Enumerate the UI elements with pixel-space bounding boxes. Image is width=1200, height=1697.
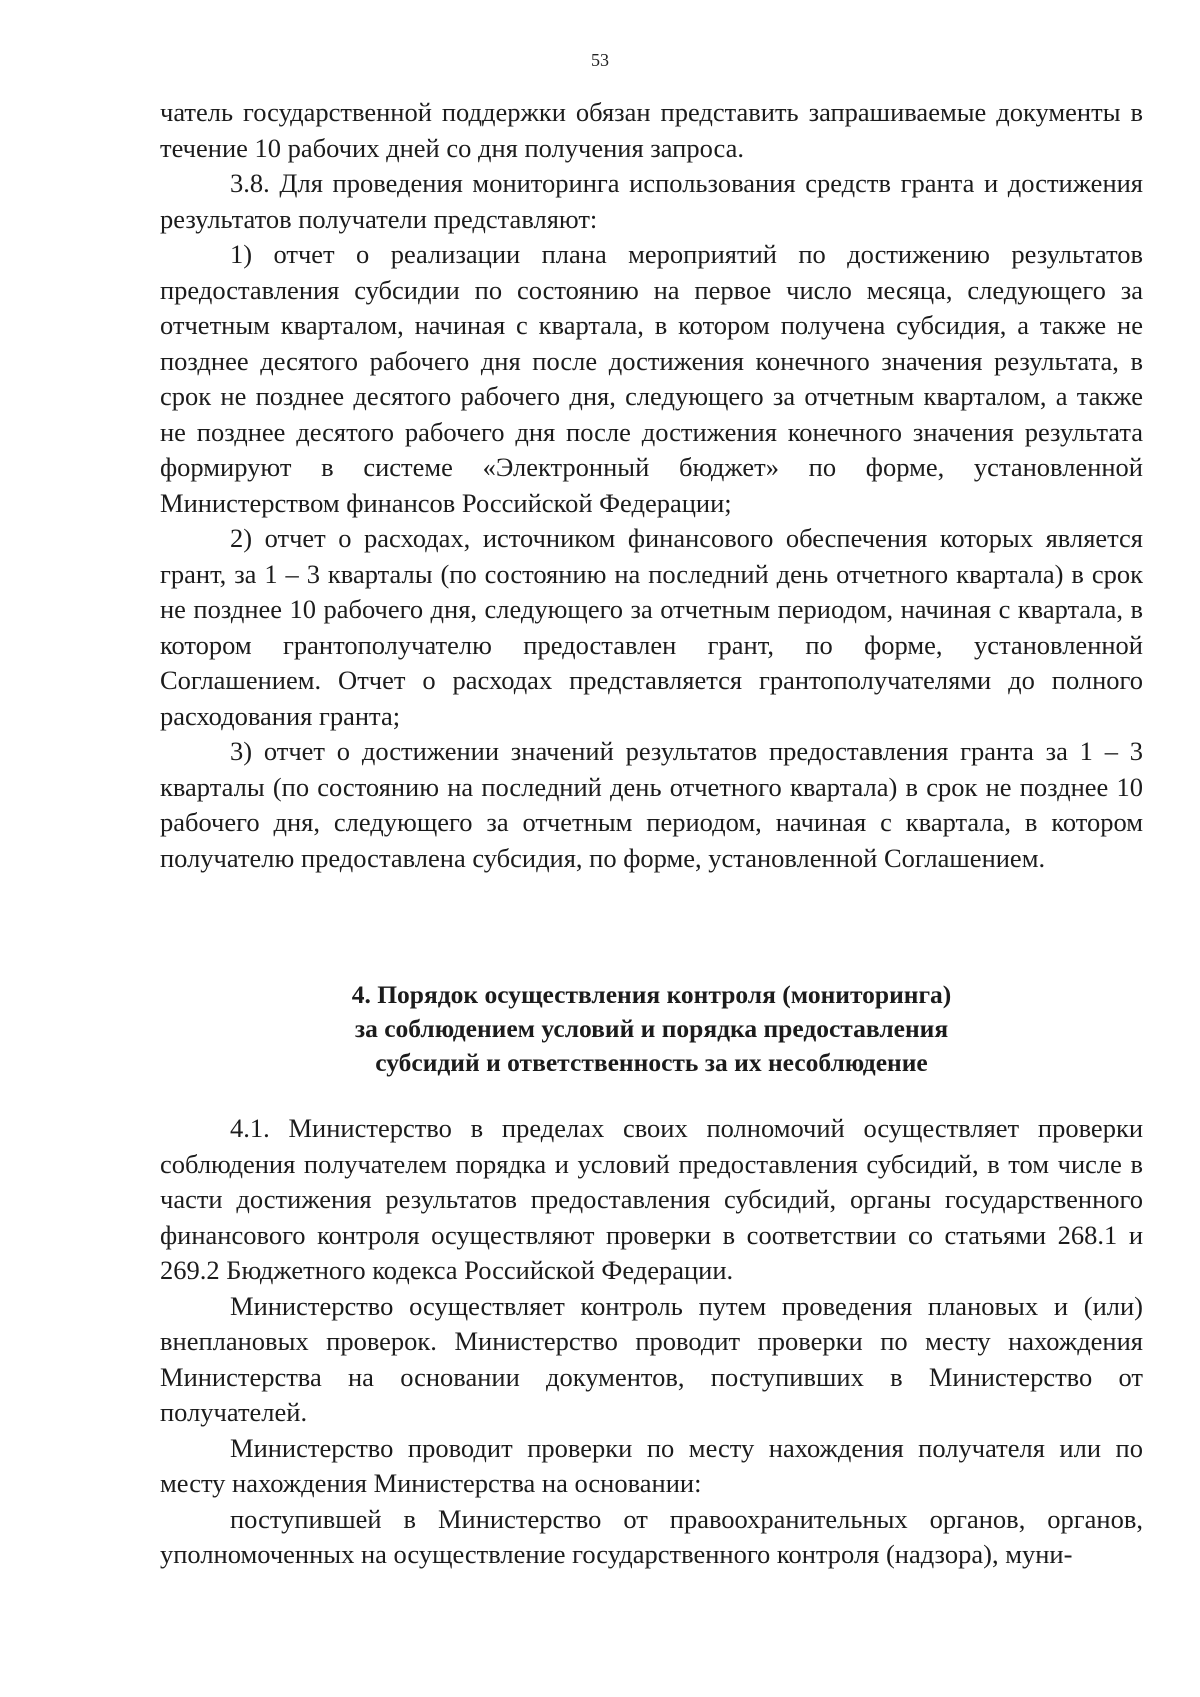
- paragraph: Министерство проводит проверки по месту нахождения получателя или по месту нахождения Министерства на основании:: [160, 1432, 1143, 1498]
- paragraph: 3.8. Для проведения мониторинга использования средств гранта и достижения результатов получатели представляют:: [160, 168, 1143, 234]
- paragraph: 1) отчет о реализации плана мероприятий по достижению результатов предоставления субсидии по состоянию на первое число месяца, следующего за отчетным кварталом, начиная с квартала, в котором получена субсидия, а также не позднее десятого рабочего дня после достижения конечного значения результата, в срок не позднее десятого рабочего дня, следующего за отчетным кварталом, а также не позднее десятого рабочего дня после достижения конечного значения результата формируют в системе «Электронный бюджет» по форме, установленной Министерством финансов Российской Федерации;: [160, 239, 1143, 518]
- paragraph: Министерство осуществляет контроль путем проведения плановых и (или) внеплановых проверок. Министерство проводит проверки по месту нахождения Министерства на основании документов, поступивших в Министерство от получателей.: [160, 1290, 1143, 1427]
- paragraph: 3) отчет о достижении значений результатов предоставления гранта за 1 – 3 кварталы (по состоянию на последний день отчетного квартала) в срок не позднее 10 рабочего дня, следующего за отчетным периодом, начиная с квартала, в котором получателю предоставлена субсидия, по форме, установленной Соглашением.: [160, 736, 1143, 873]
- section-heading: [160, 978, 1143, 1080]
- top-text-block: [160, 95, 1143, 876]
- paragraph: чатель государственной поддержки обязан представить запрашиваемые документы в течение 10 рабочих дней со дня получения запроса.: [160, 97, 1143, 163]
- section-heading-line: субсидий и ответственность за их несоблюдение: [375, 1048, 928, 1077]
- paragraph: 4.1. Министерство в пределах своих полномочий осуществляет проверки соблюдения получателем порядка и условий предоставления субсидий, в том числе в части достижения результатов предоставления субсидий, органы государственного финансового контроля осуществляют проверки в соответствии со статьями 268.1 и 269.2 Бюджетного кодекса Российской Федерации.: [160, 1113, 1143, 1285]
- paragraph: 2) отчет о расходах, источником финансового обеспечения которых является грант, за 1 – 3 кварталы (по состоянию на последний день отчетного квартала) в срок не позднее 10 рабочего дня, следующего за отчетным периодом, начиная с квартала, в котором грантополучателю предоставлен грант, по форме, установленной Соглашением. Отчет о расходах представляется грантополучателями до полного расходования гранта;: [160, 523, 1143, 731]
- page-number: 53: [591, 50, 609, 70]
- bottom-text-block: [160, 1111, 1143, 1573]
- paragraph: поступившей в Министерство от правоохранительных органов, органов, уполномоченных на осуществление государственного контроля (надзора), муни-: [160, 1503, 1143, 1569]
- section-heading-line: за соблюдением условий и порядка предоставления: [354, 1014, 949, 1043]
- section-heading-line: 4. Порядок осуществления контроля (мониторинга): [351, 980, 952, 1009]
